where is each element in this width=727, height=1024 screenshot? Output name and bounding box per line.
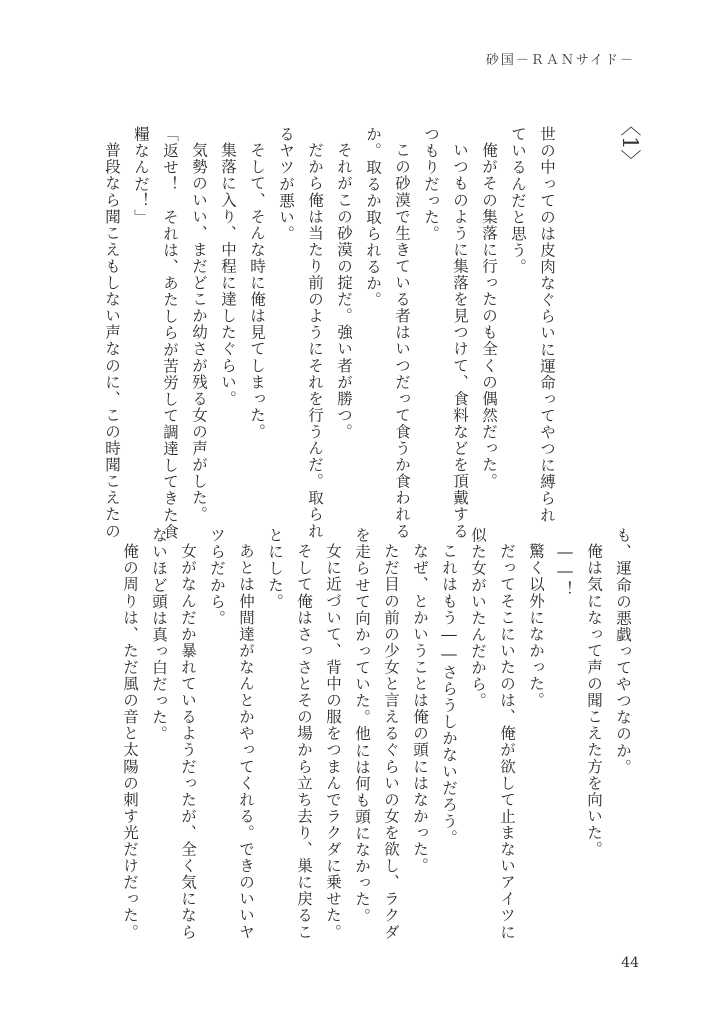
- text-line: 驚く以外になかった。: [527, 542, 545, 708]
- chapter-marker: 〈1〉: [618, 115, 642, 171]
- text-line: 普段なら聞こえもしない声なのに、この時聞こえたの: [103, 141, 121, 539]
- text-line: 気勢のいい、まだどこか幼さが残る女の声がした。: [190, 141, 208, 523]
- text-line: あとは仲間達がなんとかやってくれる。できのいいヤ: [237, 542, 255, 940]
- text-line: 世の中ってのは皮肉なぐらいに運命ってやつに縛られ: [538, 126, 556, 524]
- text-line: 似た女がいたんだから。: [469, 527, 487, 710]
- page-number: 44: [621, 955, 639, 971]
- text-block-top: [97, 126, 561, 540]
- text-line: ただ目の前の少女と言えるぐらいの女を欲し、ラクダ: [382, 542, 400, 940]
- text-line: そして、そんな時に俺は見てしまった。: [248, 141, 266, 440]
- text-line: を走らせて向かっていた。他には何も頭になかった。: [353, 527, 371, 925]
- text-line: だってそこにいたのは、俺が欲して止まないアイツに: [498, 542, 516, 940]
- text-line: 集落に入り、中程に達したぐらい。: [219, 141, 237, 407]
- text-line: そして俺はさっさとその場から立ち去り、巣に戻るこ: [295, 542, 313, 940]
- running-title: 砂国－ＲＡＮサイド－: [485, 53, 635, 68]
- text-line: か。取るか取られるか。: [364, 126, 382, 309]
- text-line: 俺は気になって声の聞こえた方を向いた。: [585, 542, 603, 857]
- text-line: 俺の周りは、ただ風の音と太陽の刺す光だけだった。: [121, 542, 139, 940]
- text-line: だから俺は当たり前のようにそれを行うんだ。取られ: [306, 141, 324, 539]
- text-line: も、運命の悪戯ってやつなのか。: [614, 527, 632, 776]
- text-line: なぜ、とかいうことは俺の頭にはなかった。: [411, 542, 429, 874]
- text-line: ているんだと思う。: [509, 126, 527, 275]
- text-line: それがこの砂漠の掟だ。強い者が勝つ。: [335, 141, 353, 440]
- text-line: 糧なんだ！」: [132, 126, 150, 226]
- text-block-bottom: [115, 527, 637, 940]
- text-line: 俺がその集落に行ったのも全くの偶然だった。: [480, 141, 498, 490]
- text-line: とにした。: [266, 527, 284, 610]
- text-line: ツらだから。: [208, 527, 226, 627]
- text-line: 女がなんだか暴れているようだったが、全く気になら: [179, 542, 197, 940]
- text-line: この砂漠で生きている者はいつだって食うか食われる: [393, 141, 411, 539]
- text-line: つもりだった。: [422, 126, 440, 242]
- text-line: ――！: [556, 542, 574, 598]
- text-line: るヤツが悪い。: [277, 126, 295, 242]
- text-line: 「返せ！ それは、あたしらが苦労して調達してきた食: [161, 126, 179, 540]
- text-line: これはもう――さらうしかないだろう。: [440, 542, 458, 846]
- text-line: ないほど頭は真っ白だった。: [150, 527, 168, 743]
- text-line: 女に近づいて、背中の服をつまんでラクダに乗せた。: [324, 542, 342, 940]
- text-line: いつものように集落を見つけて、食料などを頂戴する: [451, 141, 469, 539]
